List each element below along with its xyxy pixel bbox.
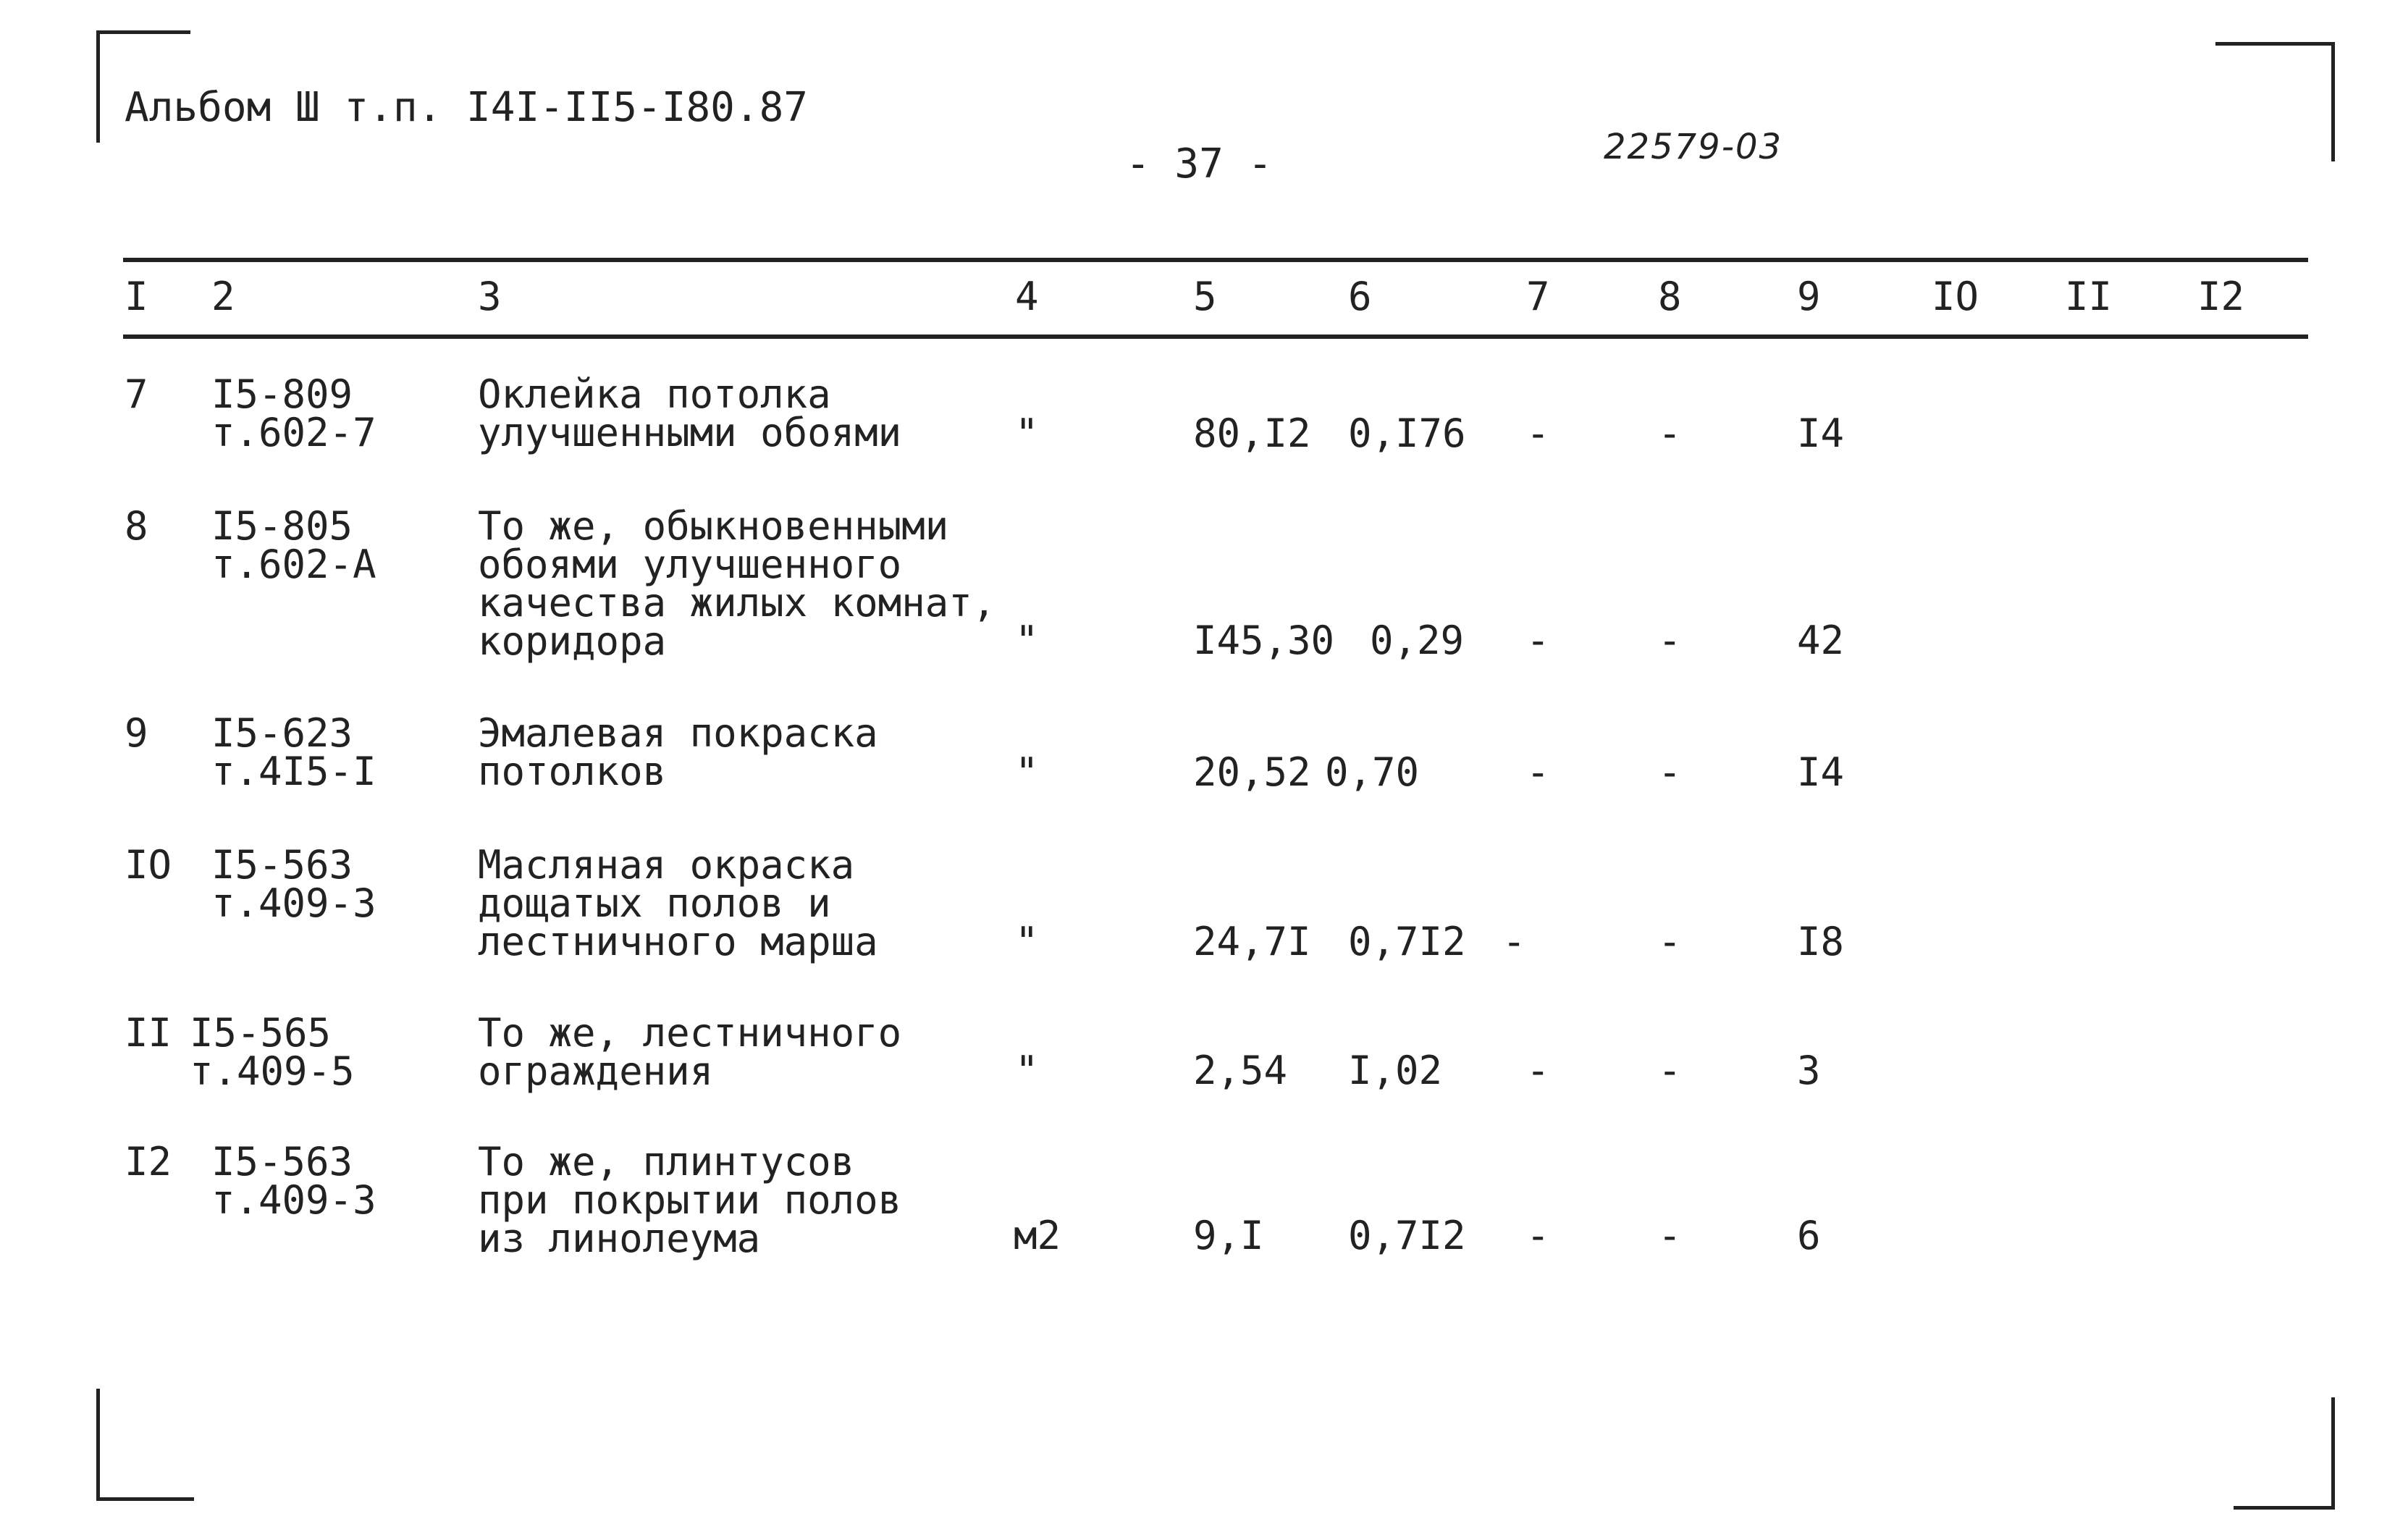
col7-value: - — [1526, 1048, 1550, 1093]
col8-value: - — [1658, 919, 1682, 964]
column-header: I2 — [2197, 274, 2245, 319]
rate: 0,7I2 — [1348, 1213, 1466, 1258]
work-description: То же, плинтусов при покрытии полов из линолеума — [478, 1139, 902, 1261]
unit: " — [1015, 618, 1039, 663]
rate: 0,70 — [1325, 749, 1420, 795]
unit: " — [1015, 919, 1039, 964]
quantity: I45,30 — [1193, 618, 1335, 663]
corner-mark-bottom-right — [2234, 1397, 2335, 1510]
column-header: 7 — [1526, 274, 1550, 319]
rate: 0,29 — [1370, 618, 1465, 663]
norm-code: I5-563 т.409-3 — [211, 1139, 376, 1223]
column-header: 9 — [1797, 274, 1821, 319]
row-number: 7 — [125, 371, 148, 417]
column-header: 3 — [478, 274, 502, 319]
col9-value: I4 — [1797, 411, 1845, 456]
row-number: 8 — [125, 503, 148, 549]
row-number: IO — [125, 842, 172, 888]
norm-code: I5-623 т.4I5-I — [211, 710, 376, 794]
col7-value: - — [1526, 411, 1550, 456]
unit: " — [1015, 1048, 1039, 1093]
col8-value: - — [1658, 411, 1682, 456]
norm-code: I5-565 т.409-5 — [190, 1010, 355, 1094]
column-header: 2 — [211, 274, 235, 319]
work-description: Масляная окраска дощатых полов и лестничного марша — [478, 842, 878, 964]
table-header-rule — [123, 334, 2308, 339]
unit: м2 — [1014, 1213, 1061, 1258]
col8-value: - — [1658, 618, 1682, 663]
col9-value: 42 — [1797, 618, 1845, 663]
unit: " — [1015, 749, 1039, 795]
rate: I,02 — [1348, 1048, 1443, 1093]
col8-value: - — [1658, 1213, 1682, 1258]
quantity: 80,I2 — [1193, 411, 1311, 456]
document-code: 22579-03 — [1604, 127, 1783, 167]
row-number: I2 — [125, 1139, 172, 1185]
quantity: 24,7I — [1193, 919, 1311, 964]
col9-value: 3 — [1797, 1048, 1821, 1093]
row-number: 9 — [125, 710, 148, 756]
col8-value: - — [1658, 1048, 1682, 1093]
corner-mark-bottom-left — [96, 1389, 194, 1501]
page-number: - 37 - — [1126, 140, 1273, 188]
column-header: 4 — [1015, 274, 1039, 319]
quantity: 2,54 — [1193, 1048, 1288, 1093]
column-header: 6 — [1348, 274, 1372, 319]
col7-value: - — [1502, 919, 1526, 964]
column-header: 5 — [1193, 274, 1217, 319]
corner-mark-top-right — [2215, 42, 2335, 161]
col9-value: I4 — [1797, 749, 1845, 795]
work-description: То же, лестничного ограждения — [478, 1010, 902, 1094]
col8-value: - — [1658, 749, 1682, 795]
column-header: IO — [1932, 274, 1979, 319]
col9-value: I8 — [1797, 919, 1845, 964]
quantity: 20,52 — [1193, 749, 1311, 795]
table-top-rule — [123, 258, 2308, 262]
rate: 0,I76 — [1348, 411, 1466, 456]
col7-value: - — [1526, 1213, 1550, 1258]
work-description: Оклейка потолка улучшенными обоями — [478, 371, 902, 455]
norm-code: I5-805 т.602-А — [211, 503, 376, 587]
unit: " — [1015, 411, 1039, 456]
row-number: II — [125, 1010, 172, 1056]
norm-code: I5-809 т.602-7 — [211, 371, 376, 455]
col7-value: - — [1526, 618, 1550, 663]
norm-code: I5-563 т.409-3 — [211, 842, 376, 926]
col9-value: 6 — [1797, 1213, 1821, 1258]
work-description: То же, обыкновенными обоями улучшенного качества жилых комнат, коридора — [478, 503, 996, 664]
document-title: Альбом Ш т.п. I4I-II5-I80.87 — [125, 84, 809, 131]
work-description: Эмалевая покраска потолков — [478, 710, 878, 794]
column-header: II — [2065, 274, 2113, 319]
rate: 0,7I2 — [1348, 919, 1466, 964]
col7-value: - — [1526, 749, 1550, 795]
column-header: I — [125, 274, 148, 319]
column-header: 8 — [1658, 274, 1682, 319]
quantity: 9,I — [1193, 1213, 1264, 1258]
